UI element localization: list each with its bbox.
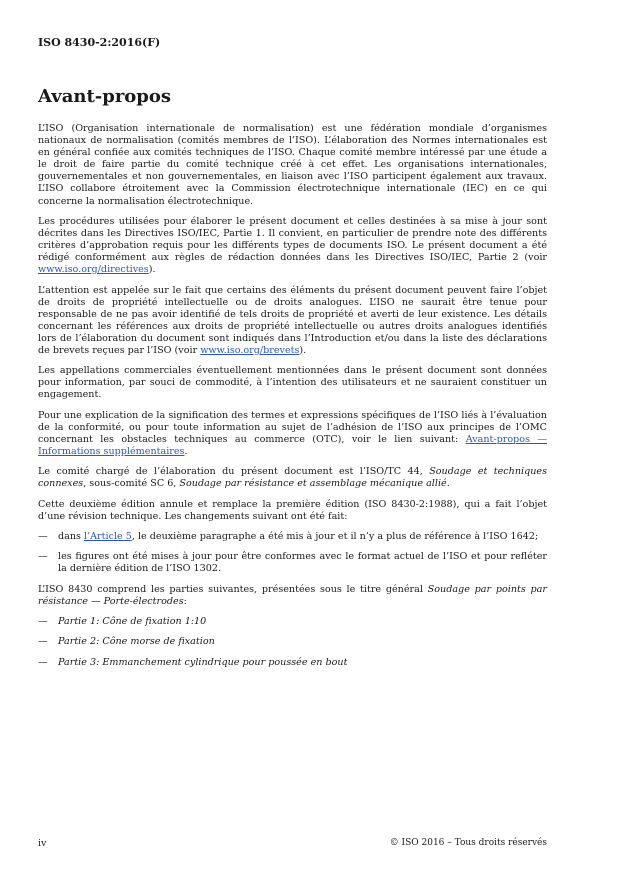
document-id-header: ISO 8430-2:2016(F) [38,36,161,49]
text: ). [299,344,307,356]
text: : [183,595,187,607]
part-title: Partie 2: Cône morse de fixation [58,636,215,648]
list-item-part [38,636,547,648]
text: , le deuxième paragraphe a été mis à jour et il n’y a plus de référence à l’ISO 1642; [131,531,539,543]
page-number: iv [38,838,47,849]
text: . [446,478,450,490]
list-item-part [38,657,547,669]
part-title: Partie 1: Cône de fixation 1:10 [58,616,207,628]
text: Le comité chargé de l’élaboration du présent document est l’ISO/TC 44, [38,466,430,478]
brevets-link[interactable]: www.iso.org/brevets [200,344,300,356]
paragraph-iso-intro: L’ISO (Organisation internationale de normalisation) est une fédération mondiale d’organismes nationaux de normalisation (comités membres de l’ISO). L’élaboration des Normes internationales est en général confiée aux comités techniques de l’ISO. Chaque comité membre intéressé par une étude a le droit de faire partie du comité technique créé à cet effet. Les organisations internationales, gouvernementales et non gouvernementales, en liaison avec l’ISO participent également aux travaux. L’ISO collabore étroitement avec la Commission électrotechnique internationale (IEC) en ce qui concerne la normalisation électrotechnique. [38,123,547,207]
paragraph-trade-names: Les appellations commerciales éventuellement mentionnées dans le présent document sont données pour information, par souci de commodité, à l’intention des utilisateurs et ne sauraient constituer un engagement. [38,365,547,401]
text: ). [148,264,156,276]
text: . [184,446,188,457]
copyright-notice: © ISO 2016 – Tous droits réservés [389,838,547,848]
dash: — [38,656,48,668]
part-title: Partie 3: Emmanchement cylindrique pour poussée en bout [58,656,348,668]
dash: — [38,616,48,628]
document-body [38,123,547,677]
paragraph-parts [38,584,547,608]
dash: — [38,551,48,563]
general-title: Soudage par points par résistance — Porte-électrodes [38,583,547,607]
paragraph-conformity [38,410,547,458]
dash: — [38,636,48,648]
paragraph-procedures [38,216,547,276]
directives-link[interactable]: www.iso.org/directives [38,264,149,276]
foreword-info-link[interactable]: Avant-propos — Informations supplémentaires [38,433,547,457]
paragraph-patents [38,285,547,358]
list-item-change [38,551,547,575]
dash: — [38,531,48,543]
committee-title: Soudage et techniques connexes [38,466,548,490]
page-title: Avant-propos [38,86,172,107]
text: L’ISO 8430 comprend les parties suivantes, présentées sous le titre général [38,583,428,595]
text: L’attention est appelée sur le fait que certains des éléments du présent document peuvent faire l’objet de droits de propriété intellectuelle ou de droits analogues. L’ISO ne saurait être tenue pour responsable de ne pas avoir identifié de tels droits de propriété et averti de leur existence. Les détails concernant les références aux droits de propriété intellectuelle ou autres droits analogues identifiés lors de l’élaboration du document sont indiqués dans l’Introduction et/ou dans la liste des déclarations de brevets reçues par l’ISO (voir [38,284,547,356]
text: Pour une explication de la signification des termes et expressions spécifiques de l’ISO liés à l’évaluation de la conformité, ou pour toute information au sujet de l’adhésion de l’ISO aux principes de l’OMC concernant les obstacles techniques au commerce (OTC), voir le lien suivant: [38,409,547,445]
subcommittee-title: Soudage par résistance et assemblage mécanique allié [179,478,447,490]
list-item-change [38,531,547,543]
text: Les procédures utilisées pour élaborer le présent document et celles destinées à sa mise à jour sont décrites dans les Directives ISO/IEC, Partie 1. Il convient, en particulier de prendre note des différents critères d’approbation requis pour les différents types de documents ISO. Le présent document a été rédigé conformément aux règles de rédaction données dans les Directives ISO/IEC, Partie 2 (voir [38,215,547,264]
text: les figures ont été mises à jour pour être conformes avec le format actuel de l’ISO et pour refléter la dernière édition de l’ISO 1302. [58,551,547,575]
article-5-link[interactable]: l’Article 5 [84,531,132,543]
text: , sous-comité SC 6, [83,478,180,490]
paragraph-edition: Cette deuxième édition annule et remplace la première édition (ISO 8430-2:1988), qui a fait l’objet d’une révision technique. Les changements suivant ont été fait: [38,498,547,522]
paragraph-committee [38,466,547,490]
text: dans [58,531,85,543]
list-item-part [38,616,547,628]
